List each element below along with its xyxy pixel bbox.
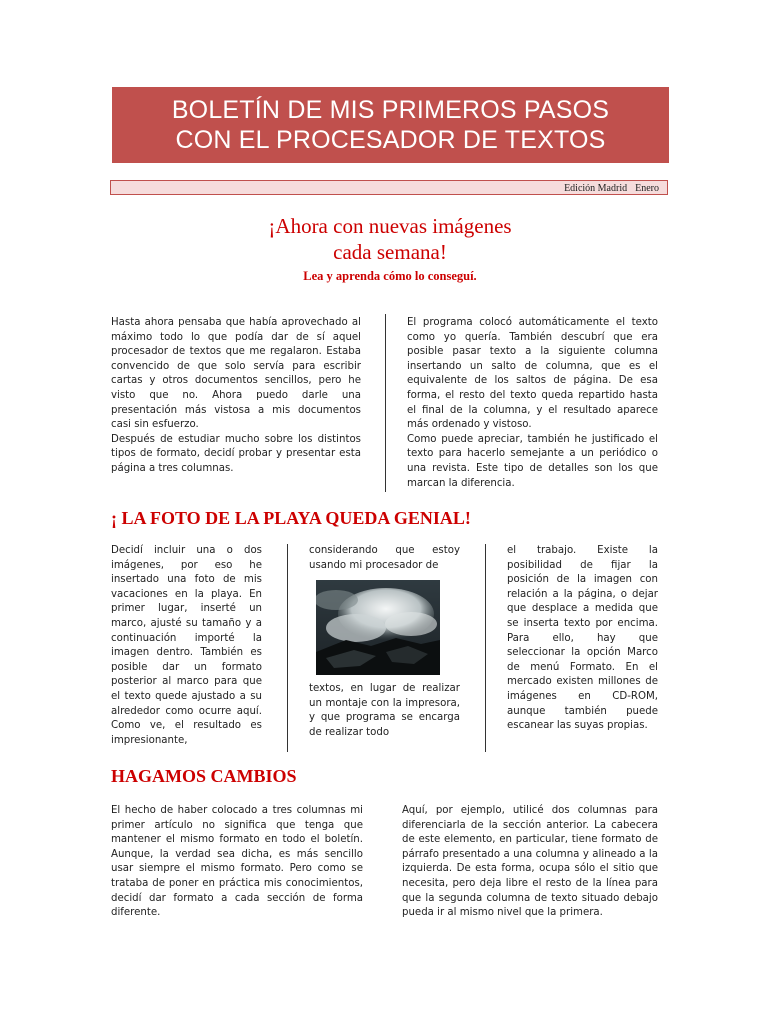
section3-column2: Aquí, por ejemplo, utilicé dos columnas para diferenciarla de la sección anterior. La cabecera de este elemento, en particular, tiene formato de párrafo presentado a una columna y alineado a la izquierda. De esta forma, ocupa sólo el sitio que necesita, pero deja libre el resto de la línea para que la segunda columna de texto situado debajo pueda ir al mismo nivel que la primera. bbox=[402, 805, 658, 919]
edition-bar bbox=[110, 180, 668, 195]
beach-photo bbox=[316, 580, 440, 675]
banner-title-line2: CON EL PROCESADOR DE TEXTOS bbox=[175, 126, 606, 154]
section2-column2-bottom: textos, en lugar de realizar un montaje con la impresora, y que programa se encarga de realizar todo bbox=[309, 683, 460, 738]
article1-column2 bbox=[407, 316, 658, 491]
headline-line1: ¡Ahora con nuevas imágenes bbox=[268, 214, 512, 238]
article1-col2-paragraph1: El programa colocó automáticamente el texto como yo quería. También descubrí que era posible pasar texto a la siguiente columna insertando un salto de columna, que es el equivalente de los saltos de página. De esa forma, el resto del texto queda repartido hasta el final de la columna, y el resultado aparece más ordenado y vistoso. bbox=[407, 317, 658, 431]
section3-heading: HAGAMOS CAMBIOS bbox=[111, 766, 297, 786]
article1-col2-paragraph2: Como puede apreciar, también he justificado el texto para hacerlo semejante a un periódico o una revista. Este tipo de detalles son los que marcan la diferencia. bbox=[407, 433, 658, 489]
beach-photo-image bbox=[316, 580, 440, 675]
newsletter-banner bbox=[112, 87, 669, 163]
section2-column1: Decidí incluir una o dos imágenes, por eso he insertado una foto de mis vacaciones en la playa. En primer lugar, inserté un marco, ajusté su tamaño y a continuación importé la imagen dentro. También es posible dar un formato posterior al marco para que el texto quede ajustado a su alrededor como ocurre aquí. Como ve, el resultado es impresionante, bbox=[111, 545, 262, 746]
edition-month: Enero bbox=[635, 183, 659, 194]
headline-line2: cada semana! bbox=[333, 240, 447, 264]
column-divider bbox=[385, 314, 386, 492]
column-divider bbox=[485, 544, 486, 752]
section2-column3: el trabajo. Existe la posibilidad de fijar la posición de la imagen con relación a la página, o dejar que desplace a medida que se inserta texto por encima. Para ello, hay que seleccionar la opción Marco de menú Formato. En el mercado existen millones de imágenes en CD-ROM, aunque también puede escanear las suyas propias. bbox=[507, 545, 658, 732]
article1-col1-paragraph1: Hasta ahora pensaba que había aprovechado al máximo todo lo que podía dar de sí aquel procesador de textos que me regalaron. Estaba convencido de que solo servía para escribir cartas y otros documentos sencillos, pero he visto que no. Ahora puedo darle una presentación más vistosa a mis documentos casi sin esfuerzo. bbox=[111, 317, 361, 431]
section3-column1: El hecho de haber colocado a tres columnas mi primer artículo no significa que tenga que mantener el mismo formato en todo el boletín. Aunque, la verdad sea dicha, es más sencillo usar siempre el mismo formato. Pero como se trataba de poner en práctica mis conocimientos, decidí dar formato a cada sección de forma diferente. bbox=[111, 805, 363, 919]
section2-heading: ¡ LA FOTO DE LA PLAYA QUEDA GENIAL! bbox=[111, 508, 471, 528]
main-headline bbox=[150, 213, 630, 265]
section2-column2-top: considerando que estoy usando mi procesador de bbox=[309, 545, 460, 571]
banner-title-line1: BOLETÍN DE MIS PRIMEROS PASOS bbox=[171, 96, 610, 124]
edition-place: Edición Madrid bbox=[564, 183, 628, 194]
headline-subtitle: Lea y aprenda cómo lo conseguí. bbox=[303, 269, 477, 283]
article1-column1 bbox=[111, 316, 361, 477]
article1-col1-paragraph2: Después de estudiar mucho sobre los distintos tipos de formato, decidí probar y presentar esta página a tres columnas. bbox=[111, 433, 361, 474]
column-divider bbox=[287, 544, 288, 752]
